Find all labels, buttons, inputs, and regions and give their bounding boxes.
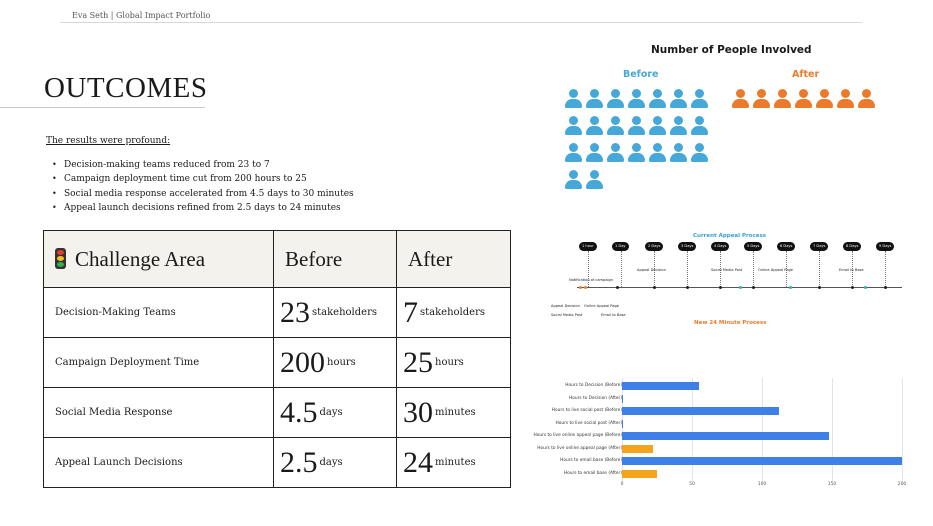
timeline-pill: 4 Days [711,242,729,251]
process-timeline [549,240,909,320]
person-icon [669,143,688,162]
column-header-label: Challenge Area [75,246,206,271]
results-item: • Decision-making teams reduced from 23 to 7 [52,158,354,172]
header-divider [60,22,862,23]
person-icon [585,143,604,162]
person-icon [857,89,876,108]
timeline-marker [719,286,722,289]
timeline-tick [819,251,820,287]
after-cell [397,338,511,388]
chart-row [533,431,912,442]
person-icon [648,116,667,135]
person-icon [731,89,750,108]
challenge-area-cell: Decision-Making Teams [44,288,274,338]
person-icon [606,143,625,162]
person-icon [627,143,646,162]
timeline-marker [851,286,854,289]
person-icon [564,170,583,189]
before-unit: stakeholders [312,307,377,318]
person-icon [669,89,688,108]
x-tick-label: 150 [827,482,837,487]
table-row [44,388,511,438]
person-icon [815,89,834,108]
results-list [52,158,354,215]
timeline-label: Online Appeal Page [758,268,794,272]
table-row [44,438,511,488]
timeline-marker [789,286,792,289]
results-item: • Social media response accelerated from 4.5 days to 30 minutes [52,187,354,201]
table-row [44,338,511,388]
after-cell [397,388,511,438]
new-process-title: New 24 Minute Process [694,320,767,326]
chart-row [555,419,912,430]
people-after-label: After [792,69,820,80]
chart-row [551,406,912,417]
timeline-pill: 6 Days [777,242,795,251]
person-icon [648,89,667,108]
person-icon [794,89,813,108]
table-row [44,288,511,338]
after-value: 24 [403,445,433,479]
after-value: 30 [403,395,433,429]
person-icon [564,143,583,162]
timeline-marker [864,286,867,289]
person-icon [669,116,688,135]
chart-bar [622,432,829,440]
timeline-marker [752,286,755,289]
person-icon [606,116,625,135]
timeline-label: Email to Base [601,313,626,317]
timeline-pill: 9 Days [876,242,894,251]
person-icon [690,89,709,108]
before-cell [274,338,397,388]
column-header-challenge [44,231,274,288]
before-value: 2.5 [280,445,318,479]
category-label: Hours to Decision (Before) [565,383,622,388]
timeline-tick [687,251,688,287]
before-value: 23 [280,295,310,329]
timeline-marker [686,286,689,289]
x-tick-label: 0 [620,482,624,487]
timeline-label: Email to Base [839,268,864,272]
category-label: Hours to live social post (After) [555,420,622,426]
person-icon [585,116,604,135]
results-heading: The results were profound: [46,136,171,146]
after-unit: stakeholders [420,307,485,318]
column-header-after: After [397,231,511,288]
timeline-pill: 1 Day [612,242,629,251]
challenge-area-cell: Appeal Launch Decisions [44,438,274,488]
chart-bar [622,445,653,453]
before-unit: hours [327,357,356,368]
category-label: Hours to live online appeal page (Before) [533,433,622,438]
chart-row [562,456,912,467]
chart-bar [622,457,902,465]
after-value: 25 [403,345,433,379]
before-value: 4.5 [280,395,318,429]
after-unit: hours [435,357,464,368]
chart-row [562,394,912,405]
timeline-pill: 3 Days [678,242,696,251]
timeline-label: Appeal Decision [637,268,666,272]
timeline-marker [616,286,619,289]
before-unit: days [319,457,343,468]
person-icon [627,89,646,108]
before-cell [274,388,397,438]
category-label: Hours to email base (After) [563,470,622,476]
timeline-marker [884,286,887,289]
chart-bar [622,470,657,478]
person-icon [564,116,583,135]
chart-row [562,469,912,480]
person-icon [585,170,604,189]
person-icon [752,89,771,108]
timeline-marker [653,286,656,289]
after-unit: minutes [435,457,476,468]
before-unit: days [319,407,343,418]
after-value: 7 [403,295,418,329]
chart-bar [622,407,779,415]
column-header-before: Before [274,231,397,288]
traffic-light-icon [55,248,66,269]
person-icon [564,89,583,108]
chart-bar [622,382,699,390]
timeline-marker [818,286,821,289]
results-item: • Appeal launch decisions refined from 2.5 days to 24 minutes [52,201,354,215]
person-icon [627,116,646,135]
person-icon [606,89,625,108]
challenge-area-cell: Campaign Deployment Time [44,338,274,388]
person-icon [836,89,855,108]
table-header-row [44,231,511,288]
people-chart-title: Number of People Involved [651,44,812,56]
before-cell [274,288,397,338]
x-tick-label: 50 [689,482,695,487]
after-unit: minutes [435,407,476,418]
timeline-label: Social Media Post [551,313,583,317]
timeline-tick [621,251,622,287]
challenge-area-cell: Social Media Response [44,388,274,438]
timeline-pill: 2 Days [645,242,663,251]
person-icon [690,143,709,162]
people-before-grid [564,89,711,189]
comparison-table [43,230,511,488]
after-cell [397,288,511,338]
before-cell [274,438,397,488]
timeline-pill: 1 hour [579,242,597,251]
after-cell [397,438,511,488]
x-tick-label: 200 [897,482,907,487]
timeline-tick [885,251,886,287]
people-before-label: Before [623,69,659,80]
title-divider [0,107,205,108]
timeline-pill: 8 Days [843,242,861,251]
before-value: 200 [280,345,325,379]
people-after-grid [731,89,878,108]
x-tick-label: 100 [757,482,767,487]
chart-row [562,381,912,392]
category-label: Hours to live online appeal page (After) [537,445,622,451]
page-title: OUTCOMES [44,72,208,104]
timeline-marker [739,286,742,289]
timeline-label: Appeal Decision [551,304,580,308]
category-label: Hours to live social post (Before) [551,408,622,413]
portfolio-header: Eva Seth | Global Impact Portfolio [72,11,211,20]
timeline-pill: 5 Days [744,242,762,251]
person-icon [690,116,709,135]
category-label: Hours to Decision (After) [569,395,622,401]
person-icon [585,89,604,108]
timeline-label: Social Media Post [711,268,743,272]
hours-bar-chart [533,378,912,493]
timeline-pill: 7 Days [810,242,828,251]
results-item: • Campaign deployment time cut from 200 hours to 25 [52,172,354,186]
timeline-marker [584,286,587,289]
timeline-marker [579,286,582,289]
person-icon [648,143,667,162]
current-process-title: Current Appeal Process [693,233,766,239]
category-label: Hours to email base (Before) [560,458,622,463]
timeline-label: Notification of campaign [569,278,614,282]
person-icon [773,89,792,108]
timeline-label: Online Appeal Page [584,304,620,308]
chart-row [537,444,912,455]
timeline-tick [753,251,754,287]
